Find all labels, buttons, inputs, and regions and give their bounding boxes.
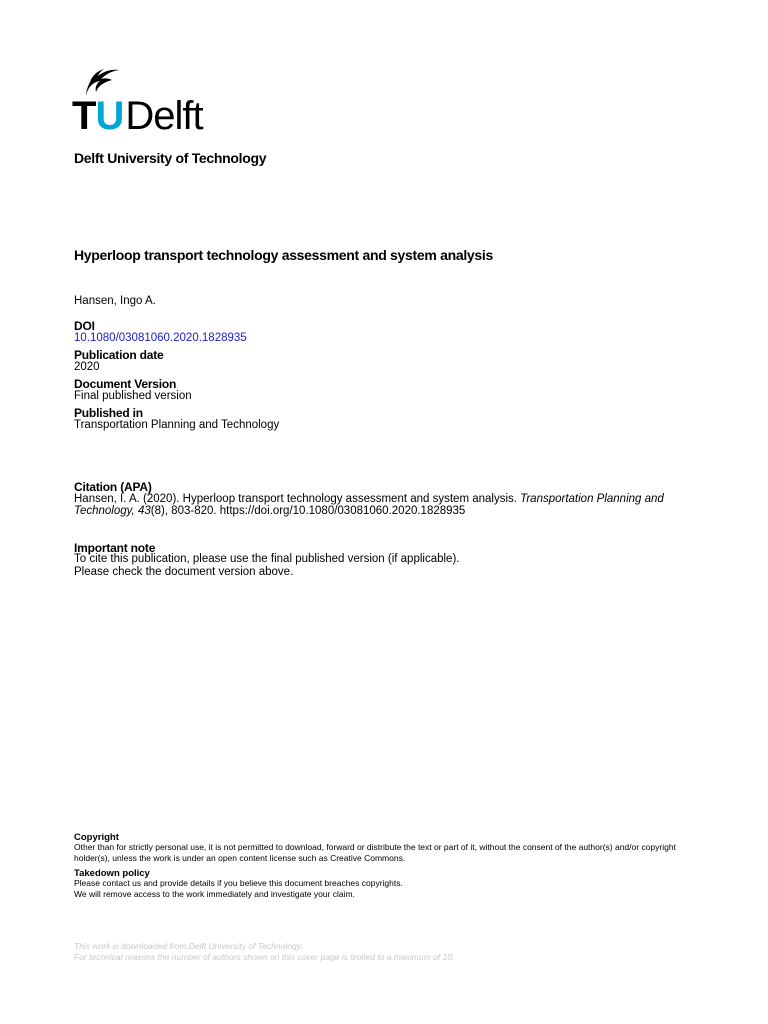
document-title: Hyperloop transport technology assessment and system analysis: [74, 247, 493, 263]
university-name: Delft University of Technology: [74, 150, 267, 166]
published-in-value: Transportation Planning and Technology: [74, 419, 280, 431]
tudelft-logo: [72, 68, 272, 140]
publication-date-value: 2020: [74, 361, 100, 373]
takedown-label: Takedown policy: [74, 868, 150, 879]
important-note-line2: Please check the document version above.: [74, 565, 294, 578]
citation-volume: 43: [137, 505, 151, 517]
doi-link[interactable]: 10.1080/03081060.2020.1828935: [74, 332, 247, 344]
copyright-label: Copyright: [74, 832, 119, 843]
takedown-line1: Please contact us and provide details if you believe this document breaches copyrights.: [74, 878, 403, 888]
citation-label: Citation (APA): [74, 480, 152, 494]
publication-date-label: Publication date: [74, 348, 164, 362]
doi-label: DOI: [74, 319, 95, 333]
takedown-text: [74, 878, 694, 899]
document-version-label: Document Version: [74, 377, 177, 391]
published-in-label: Published in: [74, 406, 143, 420]
logo-delft: Delft: [125, 94, 203, 138]
takedown-line2: We will remove access to the work immediately and investigate your claim.: [74, 888, 355, 899]
citation-text: [74, 493, 694, 517]
citation-journal: Transportation Planning and Technology: [74, 493, 664, 517]
footer-line2: For technical reasons the number of authors shown on this cover page is limited to a maximum of 10.: [74, 951, 455, 962]
important-note-line1: To cite this publication, please use the final published version (if applicable).: [74, 553, 460, 565]
author: Hansen, Ingo A.: [74, 295, 156, 307]
citation-comma: ,: [131, 505, 138, 517]
document-version-value: Final published version: [74, 390, 192, 402]
citation-part1: Hansen, I. A. (2020). Hyperloop transport technology assessment and system analysis.: [74, 493, 521, 505]
logo-t: T: [72, 94, 96, 138]
citation-part2: (8), 803-820. https://doi.org/10.1080/03081060.2020.1828935: [150, 505, 466, 517]
logo-wordmark: [72, 96, 203, 136]
footer-note: [74, 941, 454, 962]
copyright-text: Other than for strictly personal use, it is not permitted to download, forward or distribute the text or part of it, without the consent of the author(s) and/or copyright holder(s), unless the work is under an open content license such as Creative Commons.: [74, 842, 676, 863]
logo-u: U: [95, 94, 124, 138]
important-note-text: [74, 553, 459, 578]
footer-line1: This work is downloaded from Delft University of Technology.: [74, 941, 303, 951]
important-note-label: Important note: [74, 541, 156, 555]
